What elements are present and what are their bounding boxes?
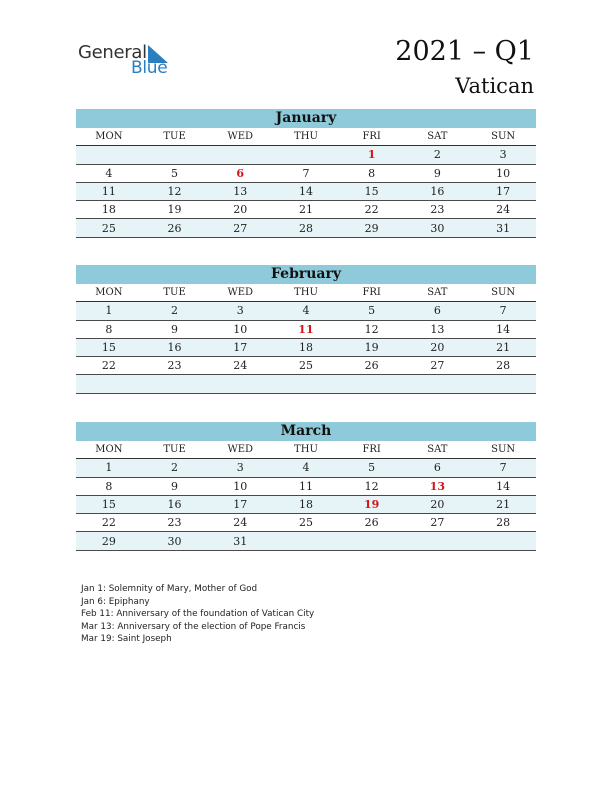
- logo-blue-text: Blue: [131, 58, 168, 78]
- day-cell: 25: [273, 514, 339, 532]
- day-cell: 22: [339, 201, 405, 219]
- day-cell: 3: [470, 146, 536, 164]
- day-cell: 8: [76, 477, 142, 495]
- day-cell: 1: [339, 146, 405, 164]
- month-february: [76, 265, 536, 394]
- day-cell: 22: [76, 357, 142, 375]
- day-cell: 8: [76, 320, 142, 338]
- day-cell: 11: [76, 182, 142, 200]
- day-cell: [76, 375, 142, 393]
- weekday-label: SUN: [470, 284, 536, 302]
- day-cell: 28: [273, 219, 339, 237]
- day-cell: 13: [405, 477, 471, 495]
- day-cell: 5: [142, 164, 208, 182]
- day-cell: 2: [142, 459, 208, 477]
- day-cell: 7: [470, 302, 536, 320]
- day-cell: [470, 375, 536, 393]
- week-row: [76, 459, 536, 477]
- logo-general-text: General: [78, 42, 147, 63]
- day-cell: 30: [142, 532, 208, 550]
- day-cell: 19: [339, 495, 405, 513]
- week-row: [76, 201, 536, 219]
- day-cell: [273, 375, 339, 393]
- day-cell: 27: [405, 357, 471, 375]
- day-cell: 13: [405, 320, 471, 338]
- day-cell: 20: [405, 495, 471, 513]
- day-cell: [470, 532, 536, 550]
- calendar-grid: [76, 128, 536, 238]
- day-cell: 27: [405, 514, 471, 532]
- day-cell: 24: [470, 201, 536, 219]
- day-cell: [273, 532, 339, 550]
- holiday-note: Feb 11: Anniversary of the foundation of Vatican City: [81, 609, 315, 620]
- day-cell: 5: [339, 302, 405, 320]
- day-cell: [207, 375, 273, 393]
- month-title: March: [76, 422, 536, 441]
- day-cell: 23: [405, 201, 471, 219]
- day-cell: 17: [207, 495, 273, 513]
- day-cell: 9: [142, 477, 208, 495]
- day-cell: 24: [207, 357, 273, 375]
- weekday-label: THU: [273, 128, 339, 146]
- day-cell: 7: [273, 164, 339, 182]
- day-cell: [339, 375, 405, 393]
- week-row: [76, 375, 536, 393]
- week-row: [76, 495, 536, 513]
- weekday-header-row: [76, 284, 536, 302]
- day-cell: 31: [207, 532, 273, 550]
- day-cell: 26: [339, 357, 405, 375]
- day-cell: [405, 375, 471, 393]
- day-cell: 12: [339, 477, 405, 495]
- day-cell: [142, 375, 208, 393]
- holiday-note: Jan 1: Solemnity of Mary, Mother of God: [81, 584, 258, 594]
- week-row: [76, 182, 536, 200]
- day-cell: 10: [470, 164, 536, 182]
- weekday-label: MON: [76, 128, 142, 146]
- week-row: [76, 514, 536, 532]
- week-row: [76, 219, 536, 237]
- day-cell: 10: [207, 477, 273, 495]
- day-cell: 10: [207, 320, 273, 338]
- week-row: [76, 357, 536, 375]
- day-cell: 4: [273, 459, 339, 477]
- weekday-label: THU: [273, 441, 339, 459]
- weekday-label: TUE: [142, 128, 208, 146]
- holiday-notes: [81, 583, 314, 646]
- day-cell: 23: [142, 514, 208, 532]
- day-cell: 2: [142, 302, 208, 320]
- day-cell: 18: [76, 201, 142, 219]
- day-cell: 9: [142, 320, 208, 338]
- day-cell: 15: [76, 495, 142, 513]
- day-cell: 20: [207, 201, 273, 219]
- day-cell: 16: [405, 182, 471, 200]
- day-cell: 28: [470, 514, 536, 532]
- day-cell: 5: [339, 459, 405, 477]
- day-cell: 21: [470, 338, 536, 356]
- day-cell: 30: [405, 219, 471, 237]
- weekday-label: TUE: [142, 284, 208, 302]
- day-cell: 4: [273, 302, 339, 320]
- holiday-note: Jan 6: Epiphany: [81, 596, 150, 607]
- weekday-label: FRI: [339, 128, 405, 146]
- day-cell: [273, 146, 339, 164]
- day-cell: 11: [273, 320, 339, 338]
- day-cell: 11: [273, 477, 339, 495]
- day-cell: [339, 532, 405, 550]
- day-cell: 1: [76, 302, 142, 320]
- day-cell: 19: [142, 201, 208, 219]
- day-cell: 4: [76, 164, 142, 182]
- week-row: [76, 338, 536, 356]
- day-cell: 2: [405, 146, 471, 164]
- day-cell: 15: [339, 182, 405, 200]
- weekday-label: FRI: [339, 284, 405, 302]
- day-cell: 3: [207, 459, 273, 477]
- day-cell: [207, 146, 273, 164]
- day-cell: 22: [76, 514, 142, 532]
- day-cell: 16: [142, 338, 208, 356]
- day-cell: 21: [470, 495, 536, 513]
- day-cell: 15: [76, 338, 142, 356]
- week-row: [76, 532, 536, 550]
- day-cell: 9: [405, 164, 471, 182]
- holiday-note: Mar 19: Saint Joseph: [81, 634, 172, 645]
- week-row: [76, 164, 536, 182]
- day-cell: 25: [273, 357, 339, 375]
- day-cell: 19: [339, 338, 405, 356]
- weekday-label: SAT: [405, 128, 471, 146]
- week-row: [76, 302, 536, 320]
- weekday-label: WED: [207, 284, 273, 302]
- day-cell: 17: [470, 182, 536, 200]
- month-title: February: [76, 265, 536, 284]
- day-cell: 12: [339, 320, 405, 338]
- day-cell: [405, 532, 471, 550]
- weekday-label: THU: [273, 284, 339, 302]
- day-cell: 1: [76, 459, 142, 477]
- calendar-grid: [76, 284, 536, 394]
- weekday-label: SAT: [405, 284, 471, 302]
- day-cell: 7: [470, 459, 536, 477]
- weekday-label: SUN: [470, 441, 536, 459]
- weekday-label: SAT: [405, 441, 471, 459]
- day-cell: 16: [142, 495, 208, 513]
- day-cell: 20: [405, 338, 471, 356]
- day-cell: [76, 146, 142, 164]
- day-cell: 12: [142, 182, 208, 200]
- weekday-label: TUE: [142, 441, 208, 459]
- weekday-label: WED: [207, 441, 273, 459]
- day-cell: 23: [142, 357, 208, 375]
- day-cell: 24: [207, 514, 273, 532]
- country-name: Vatican: [455, 74, 534, 98]
- day-cell: 25: [76, 219, 142, 237]
- day-cell: 3: [207, 302, 273, 320]
- day-cell: 26: [142, 219, 208, 237]
- week-row: [76, 146, 536, 164]
- day-cell: 28: [470, 357, 536, 375]
- day-cell: 8: [339, 164, 405, 182]
- day-cell: [142, 146, 208, 164]
- day-cell: 6: [207, 164, 273, 182]
- day-cell: 27: [207, 219, 273, 237]
- weekday-label: FRI: [339, 441, 405, 459]
- day-cell: 13: [207, 182, 273, 200]
- weekday-label: MON: [76, 284, 142, 302]
- day-cell: 31: [470, 219, 536, 237]
- holiday-note: Mar 13: Anniversary of the election of Pope Francis: [81, 621, 306, 632]
- week-row: [76, 320, 536, 338]
- weekday-label: WED: [207, 128, 273, 146]
- day-cell: 17: [207, 338, 273, 356]
- weekday-label: MON: [76, 441, 142, 459]
- day-cell: 14: [470, 320, 536, 338]
- weekday-label: SUN: [470, 128, 536, 146]
- day-cell: 14: [470, 477, 536, 495]
- day-cell: 14: [273, 182, 339, 200]
- generalblue-logo: [78, 42, 178, 78]
- day-cell: 6: [405, 302, 471, 320]
- page-title: 2021 – Q1: [395, 36, 534, 67]
- day-cell: 21: [273, 201, 339, 219]
- day-cell: 29: [76, 532, 142, 550]
- month-march: [76, 422, 536, 551]
- day-cell: 29: [339, 219, 405, 237]
- day-cell: 26: [339, 514, 405, 532]
- day-cell: 6: [405, 459, 471, 477]
- day-cell: 18: [273, 495, 339, 513]
- calendar-grid: [76, 441, 536, 551]
- month-title: January: [76, 109, 536, 128]
- weekday-header-row: [76, 128, 536, 146]
- week-row: [76, 477, 536, 495]
- day-cell: 18: [273, 338, 339, 356]
- weekday-header-row: [76, 441, 536, 459]
- month-january: [76, 109, 536, 238]
